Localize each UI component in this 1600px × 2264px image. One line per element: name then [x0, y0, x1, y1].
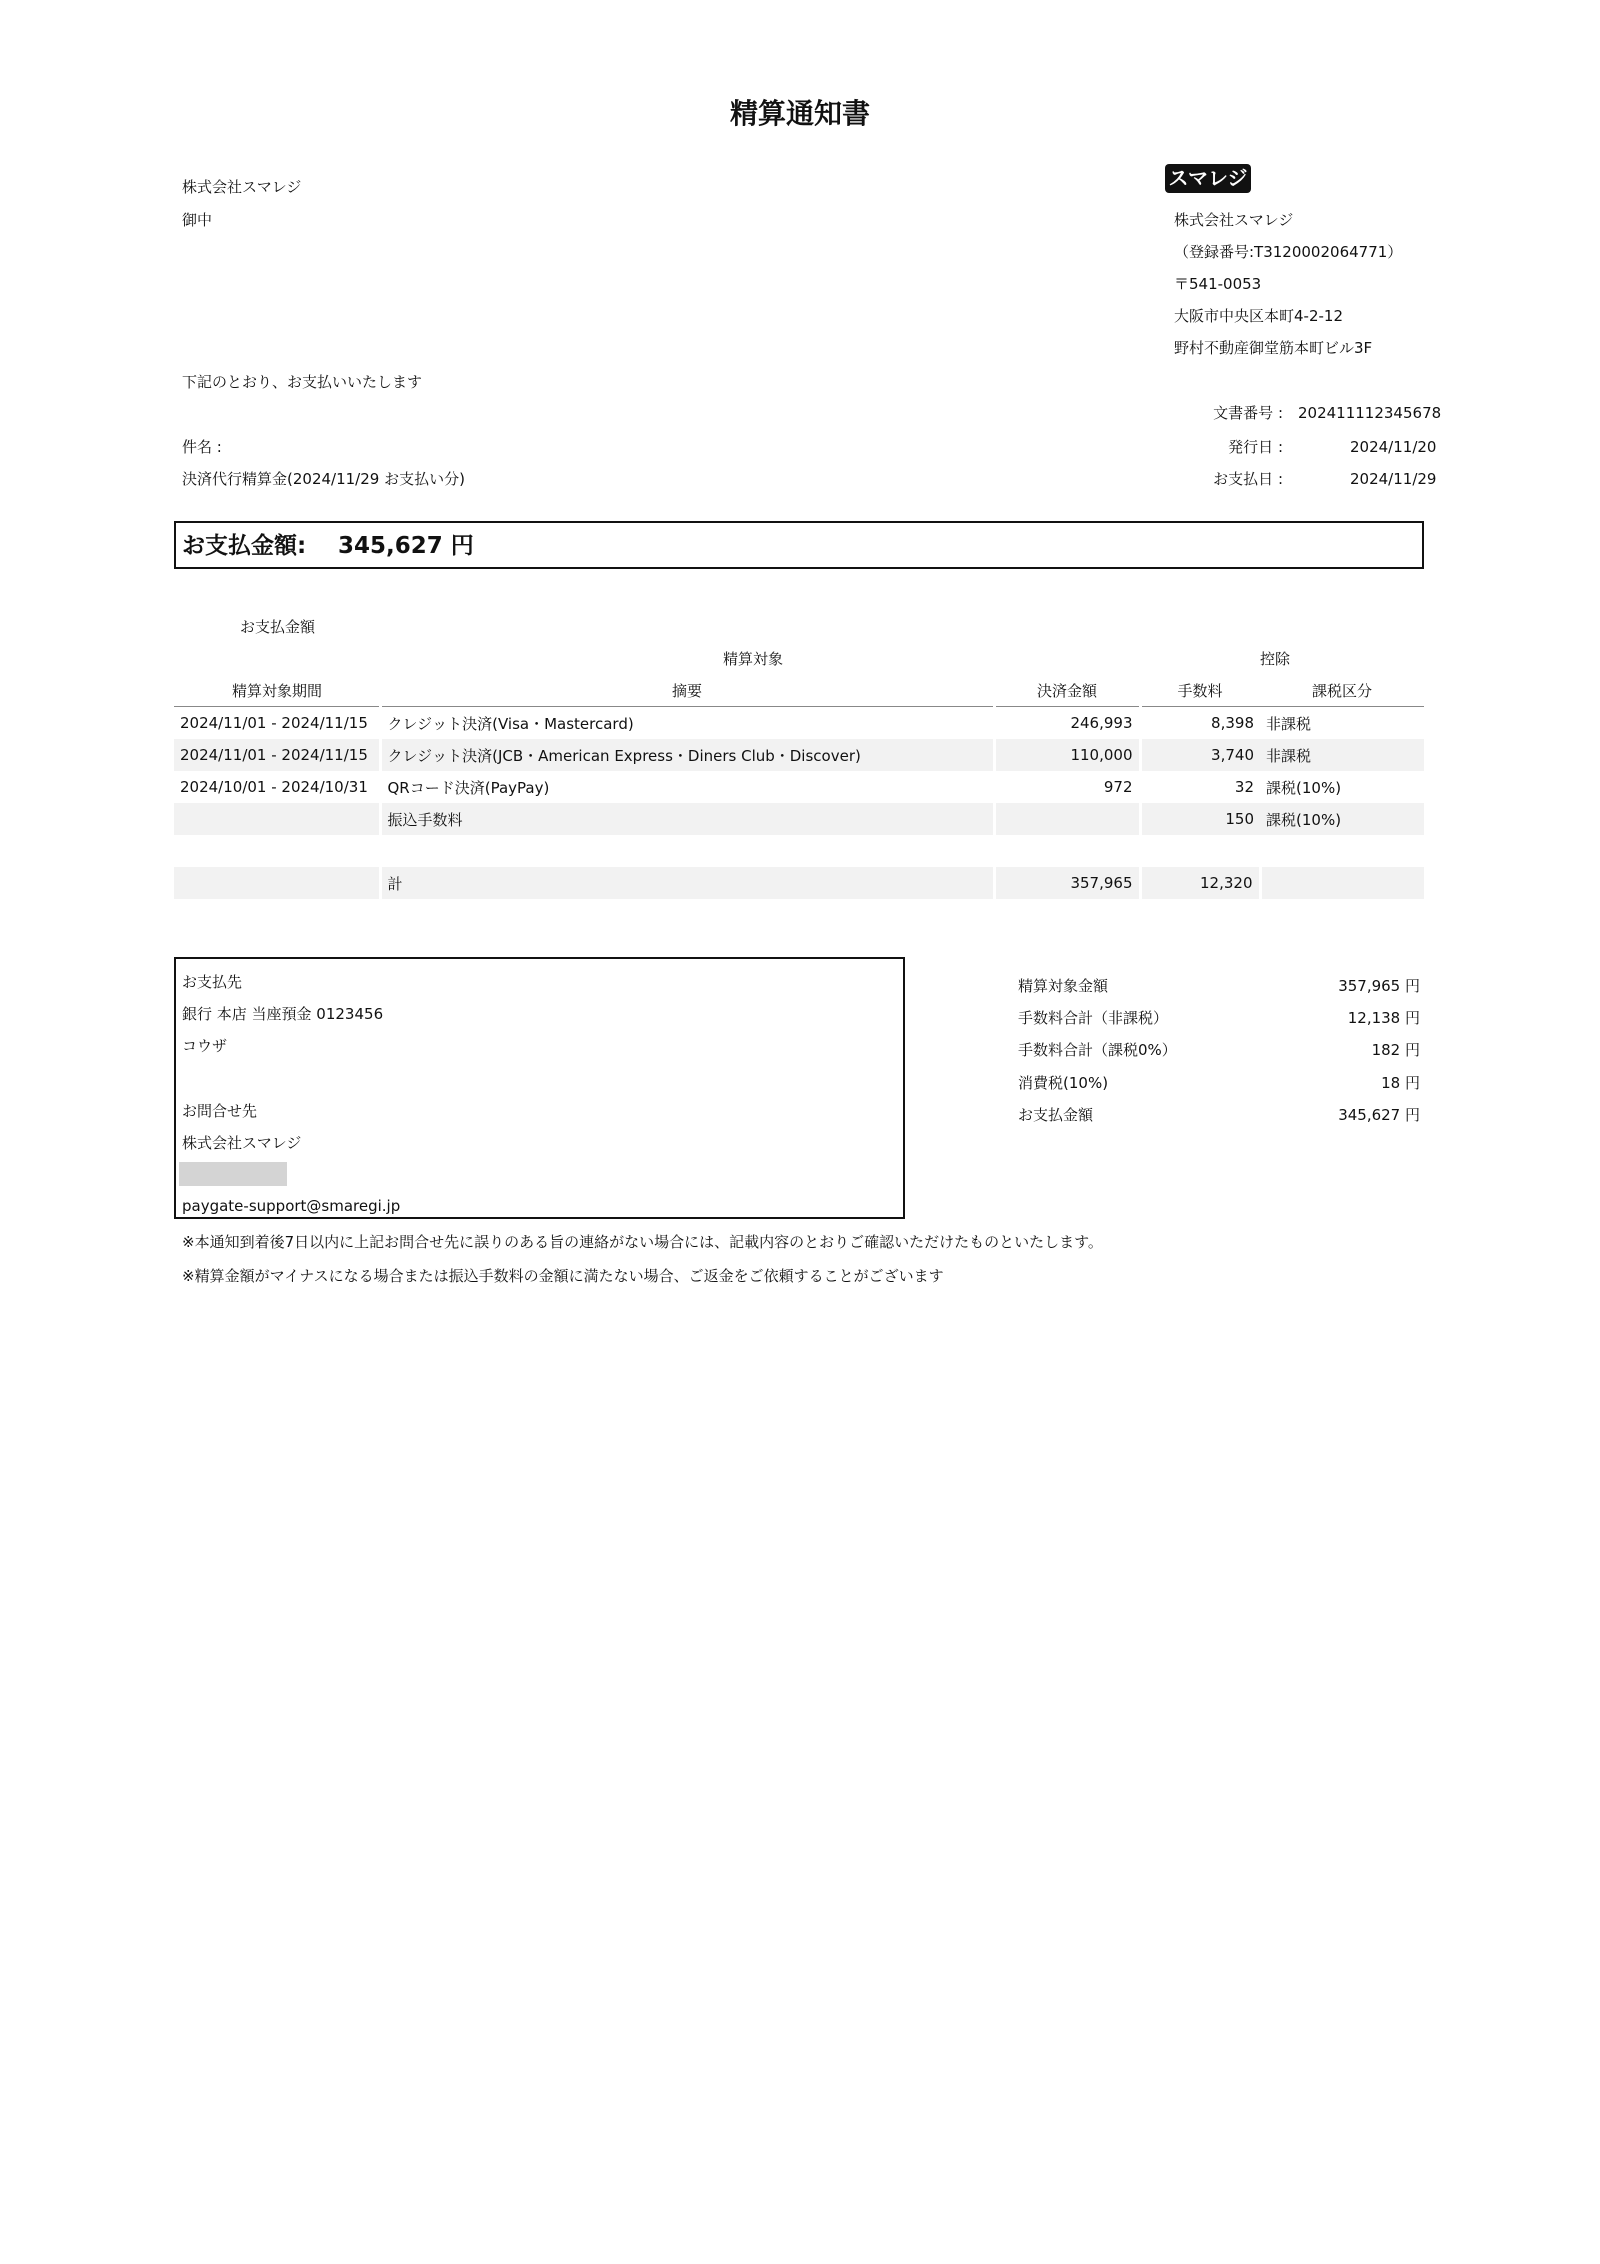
row-fee: 8,398	[1211, 714, 1254, 732]
issuer-logo: スマレジ	[1165, 164, 1251, 193]
row-fee: 3,740	[1140, 739, 1260, 771]
contact-email[interactable]: paygate-support@smaregi.jp	[182, 1197, 401, 1215]
total-amount: 357,965	[994, 867, 1140, 899]
issuer-registration: （登録番号:T3120002064771）	[1174, 243, 1403, 261]
row-amount	[994, 803, 1140, 835]
row-tax: 課税(10%)	[1266, 778, 1342, 797]
header-fee: 手数料	[1140, 674, 1260, 707]
header-summary: 摘要	[380, 674, 994, 707]
recipient-honorific: 御中	[182, 211, 213, 229]
payee-holder: コウザ	[182, 1037, 228, 1055]
payee-box	[174, 957, 905, 1219]
issuer-postal: 〒541-0053	[1174, 275, 1262, 293]
payment-total-label: お支払金額:	[182, 533, 307, 559]
table-row	[174, 739, 1424, 771]
redacted-block	[179, 1162, 287, 1186]
header-tax: 課税区分	[1260, 674, 1424, 707]
pay-date-value: 2024/11/29	[1350, 470, 1437, 488]
table-spacer-row	[174, 835, 1424, 867]
table-row	[174, 803, 1424, 835]
row-tax: 非課税	[1266, 714, 1312, 733]
row-fee: 150	[1140, 803, 1260, 835]
row-summary: クレジット決済(JCB・American Express・Diners Club・Discover)	[380, 739, 994, 771]
row-amount: 972	[994, 771, 1140, 803]
issuer-company: 株式会社スマレジ	[1174, 211, 1294, 229]
header-period: 精算対象期間	[174, 674, 380, 707]
summary-label: 手数料合計（課税0%）	[1018, 1041, 1177, 1059]
issue-date-value: 2024/11/20	[1350, 438, 1437, 456]
note-confirmation: ※本通知到着後7日以内に上記お問合せ先に誤りのある旨の連絡がない場合には、記載内容のとおりご確認いただけたものといたします。	[182, 1233, 1103, 1251]
payee-label: お支払先	[182, 973, 243, 991]
document-title: 精算通知書	[729, 97, 870, 130]
issue-date-label: 発行日 :	[1228, 438, 1283, 456]
summary-value: 18 円	[1381, 1074, 1420, 1092]
row-tax: 非課税	[1260, 739, 1424, 771]
row-period	[174, 803, 380, 835]
payment-total-value: 345,627 円	[338, 533, 474, 559]
subject-text: 決済代行精算金(2024/11/29 お支払い分)	[182, 470, 465, 488]
group-deduct-label: 控除	[1260, 649, 1291, 668]
table-group-header	[174, 642, 1424, 674]
total-fee: 12,320	[1140, 867, 1260, 899]
payee-bank: 銀行 本店 当座預金 0123456	[182, 1005, 384, 1023]
summary-value: 182 円	[1371, 1041, 1420, 1059]
payment-total-box	[174, 521, 1424, 569]
row-period: 2024/10/01 - 2024/10/31	[174, 771, 380, 803]
doc-no-value: 202411112345678	[1298, 404, 1442, 422]
row-fee: 32	[1234, 778, 1254, 796]
subject-label: 件名 :	[182, 438, 222, 456]
summary-label: 手数料合計（非課税）	[1018, 1009, 1169, 1027]
doc-no-label: 文書番号 :	[1213, 404, 1283, 422]
summary-label: 精算対象金額	[1018, 977, 1109, 995]
contact-label: お問合せ先	[182, 1102, 258, 1120]
row-tax: 課税(10%)	[1260, 803, 1424, 835]
summary-label: お支払金額	[1018, 1106, 1094, 1124]
intro-text: 下記のとおり、お支払いいたします	[182, 373, 423, 391]
row-summary: QRコード決済(PayPay)	[380, 771, 994, 803]
table-row	[174, 707, 1424, 740]
settlement-table	[174, 642, 1424, 899]
issuer-address1: 大阪市中央区本町4-2-12	[1174, 307, 1343, 325]
contact-company: 株式会社スマレジ	[182, 1134, 302, 1152]
note-refund: ※精算金額がマイナスになる場合または振込手数料の金額に満たない場合、ご返金をご依頼することがございます	[182, 1267, 944, 1285]
summary-value: 357,965 円	[1338, 977, 1420, 995]
table-row	[174, 771, 1424, 803]
row-amount: 110,000	[994, 739, 1140, 771]
pay-date-label: お支払日 :	[1213, 470, 1283, 488]
row-summary: クレジット決済(Visa・Mastercard)	[380, 707, 994, 740]
group-target-label: 精算対象	[722, 649, 783, 668]
summary-value: 12,138 円	[1347, 1009, 1420, 1027]
summary-label: 消費税(10%)	[1018, 1074, 1109, 1092]
row-amount: 246,993	[994, 707, 1140, 740]
total-label: 計	[380, 867, 994, 899]
header-amount: 決済金額	[994, 674, 1140, 707]
table-header	[174, 674, 1424, 707]
row-period: 2024/11/01 - 2024/11/15	[174, 707, 380, 740]
summary-value: 345,627 円	[1338, 1106, 1420, 1124]
issuer-address2: 野村不動産御堂筋本町ビル3F	[1174, 339, 1373, 357]
row-period: 2024/11/01 - 2024/11/15	[174, 739, 380, 771]
row-summary: 振込手数料	[380, 803, 994, 835]
recipient-company: 株式会社スマレジ	[182, 178, 302, 196]
table-total-row	[174, 867, 1424, 899]
table-caption: お支払金額	[240, 618, 316, 636]
